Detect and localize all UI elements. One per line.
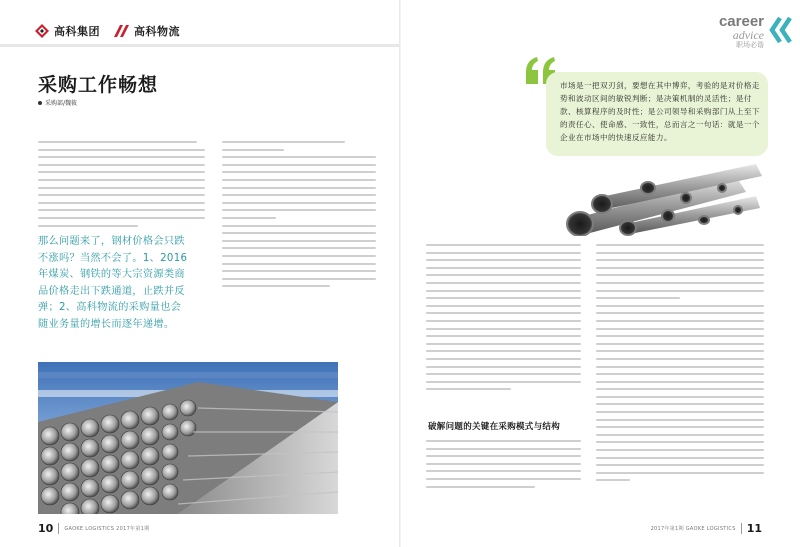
gaoke-logistics-logo-icon xyxy=(114,23,130,39)
footer-left xyxy=(38,522,149,535)
body-text-col-3 xyxy=(426,244,581,396)
logo-logistics-text: 高科物流 xyxy=(134,25,180,38)
footer-right-text: 2017年第1期 GAOKE LOGISTICS xyxy=(650,526,736,532)
bullet-icon xyxy=(38,101,42,105)
pull-quote: 那么问题来了，钢材价格会只跌不涨吗？当然不会了。1、2016年煤炭、钢铁的等大宗资源类商品价格走出下跌通道，止跌并反弹；2、高科物流的采购量也会随业务量的增长而逐年递增。 xyxy=(38,236,188,330)
header-logos xyxy=(34,22,180,40)
steel-bars-photo xyxy=(38,362,338,514)
logo-group-text: 高科集团 xyxy=(54,25,100,38)
header-rule xyxy=(0,44,399,47)
career-word: career xyxy=(718,13,764,30)
double-chevron-left-icon xyxy=(768,14,794,46)
advice-word: advice xyxy=(732,28,764,42)
body-text-col-2 xyxy=(222,141,376,293)
body-text-col-1 xyxy=(38,141,205,232)
byline-text: 采购部/魏筱 xyxy=(45,100,78,107)
section-heading: 破解问题的关键在采购模式与结构 xyxy=(428,422,561,432)
body-text-col-4 xyxy=(596,244,764,487)
page-gutter xyxy=(399,0,401,547)
section-cn: 职场必谐 xyxy=(736,41,764,49)
footer-right xyxy=(651,522,762,535)
article-title: 采购工作畅想 xyxy=(38,74,159,96)
body-text-col-3b xyxy=(426,440,581,493)
steel-pipes-photo xyxy=(556,158,766,236)
gaoke-group-logo-icon xyxy=(34,23,50,39)
byline xyxy=(38,98,77,107)
page-number-left: 10 xyxy=(38,522,54,535)
page-number-right: 11 xyxy=(746,522,762,535)
callout-text: 市场是一把双刃剑，要想在其中博弈，考验的是对价格走势和波动区间的敏锐判断；是决策机制的灵活性；是付款、核算程序的及时性；是公司领导和采购部门从上至下的责任心、使命感、一致性，总而言之一句话：就是一个企业在市场中的快速反应能力。 xyxy=(560,81,760,143)
section-tag xyxy=(719,14,764,49)
footer-left-text: GAOKE LOGISTICS 2017年第1期 xyxy=(64,526,150,532)
